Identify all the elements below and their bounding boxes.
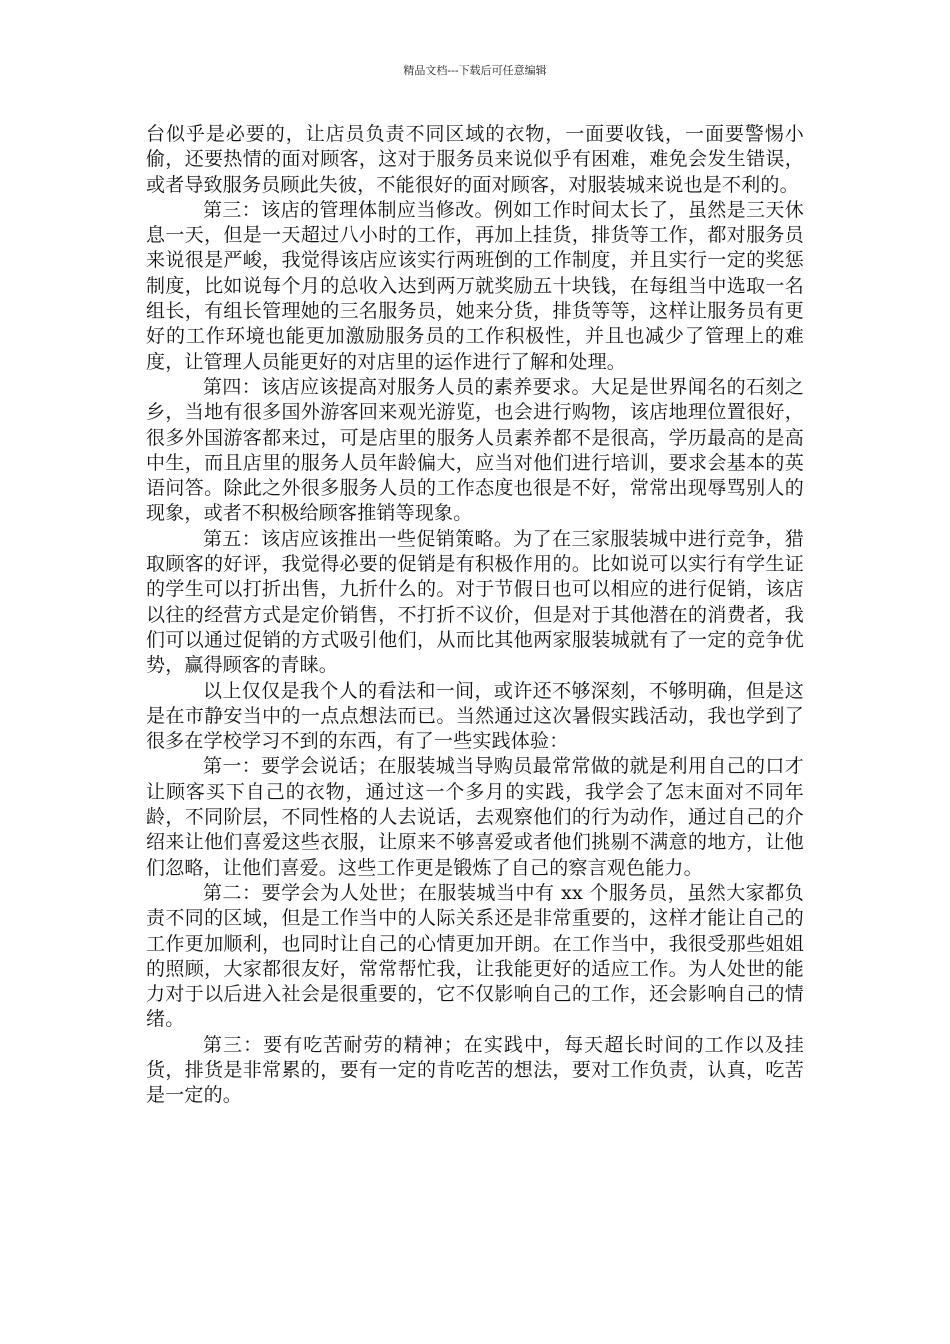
paragraph: 第三：该店的管理体制应当修改。例如工作时间太长了，虽然是三天休息一天，但是一天超过八小时的工作，再加上挂货，排货等工作，都对服务员来说很是严峻，我觉得该店应该实行两班倒的工作制度，并且实行一定的奖惩制度，比如说每个月的总收入达到两万就奖励五十块钱，在每组当中选取一名组长，有组长管理她的三名服务员，她来分货，排货等等，这样让服务员有更好的工作环境也能更加激励服务员的工作积极性，并且也减少了管理上的难度，让管理人员能更好的对店里的运作进行了解和处理。: [146, 198, 804, 373]
paragraph: 第一：要学会说话；在服装城当导购员最常常做的就是利用自己的口才让顾客买下自己的衣物，通过这一个多月的实践，我学会了怎末面对不同年龄，不同阶层，不同性格的人去说话，去观察他们的行为动作，通过自己的介绍来让他们喜爱这些衣服，让原来不够喜爱或者他们挑剔不满意的地方，让他们忽略，让他们喜爱。这些工作更是锻炼了自己的察言观色能力。: [146, 755, 804, 879]
page-header: 精品文档---下载后可任意编辑: [403, 64, 547, 77]
document-body: [146, 122, 804, 1109]
paragraph: 台似乎是必要的，让店员负责不同区域的衣物，一面要收钱，一面要警惕小偷，还要热情的面对顾客，这对于服务员来说似乎有困难，难免会发生错误，或者导致服务员顾此失彼，不能很好的面对顾客，对服装城来说也是不利的。: [146, 123, 804, 196]
paragraph: 第四：该店应该提高对服务人员的素养要求。大足是世界闻名的石刻之乡，当地有很多国外游客回来观光游览，也会进行购物，该店地理位置很好，很多外国游客都来过，可是店里的服务人员素养都不是很高，学历最高的是高中生，而且店里的服务人员年龄偏大，应当对他们进行培训，要求会基本的英语问答。除此之外很多服务人员的工作态度也很是不好，常常出现辱骂别人的现象，或者不积极给顾客推销等现象。: [146, 375, 804, 525]
paragraph: 第五：该店应该推出一些促销策略。为了在三家服装城中进行竞争，猎取顾客的好评，我觉得必要的促销是有积极作用的。比如说可以实行有学生证的学生可以打折出售，九折什么的。对于节假日也可以相应的进行促销，该店以往的经营方式是定价销售，不打折不议价，但是对于其他潜在的消费者，我们可以通过促销的方式吸引他们，从而比其他两家服装城就有了一定的竞争优势，赢得顾客的青睐。: [146, 527, 804, 677]
paragraph: 第三：要有吃苦耐劳的精神；在实践中，每天超长时间的工作以及挂货，排货是非常累的，要有一定的肯吃苦的想法，要对工作负责，认真，吃苦是一定的。: [146, 1033, 804, 1107]
paragraph: 以上仅仅是我个人的看法和一间，或许还不够深刻，不够明确，但是这是在市静安当中的一点点想法而已。当然通过这次暑假实践活动，我也学到了很多在学校学习不到的东西，有了一些实践体验：: [146, 679, 804, 753]
paragraph: 第二：要学会为人处世；在服装城当中有 xx 个服务员，虽然大家都负责不同的区域，但是工作当中的人际关系还是非常重要的，这样才能让自己的工作更加顺利，也同时让自己的心情更加开朗。在工作当中，我很受那些姐姐的照顾，大家都很友好，常常帮忙我，让我能更好的适应工作。为人处世的能力对于以后进入社会是很重要的，它不仅影响自己的工作，还会影响自己的情绪。: [146, 881, 804, 1031]
